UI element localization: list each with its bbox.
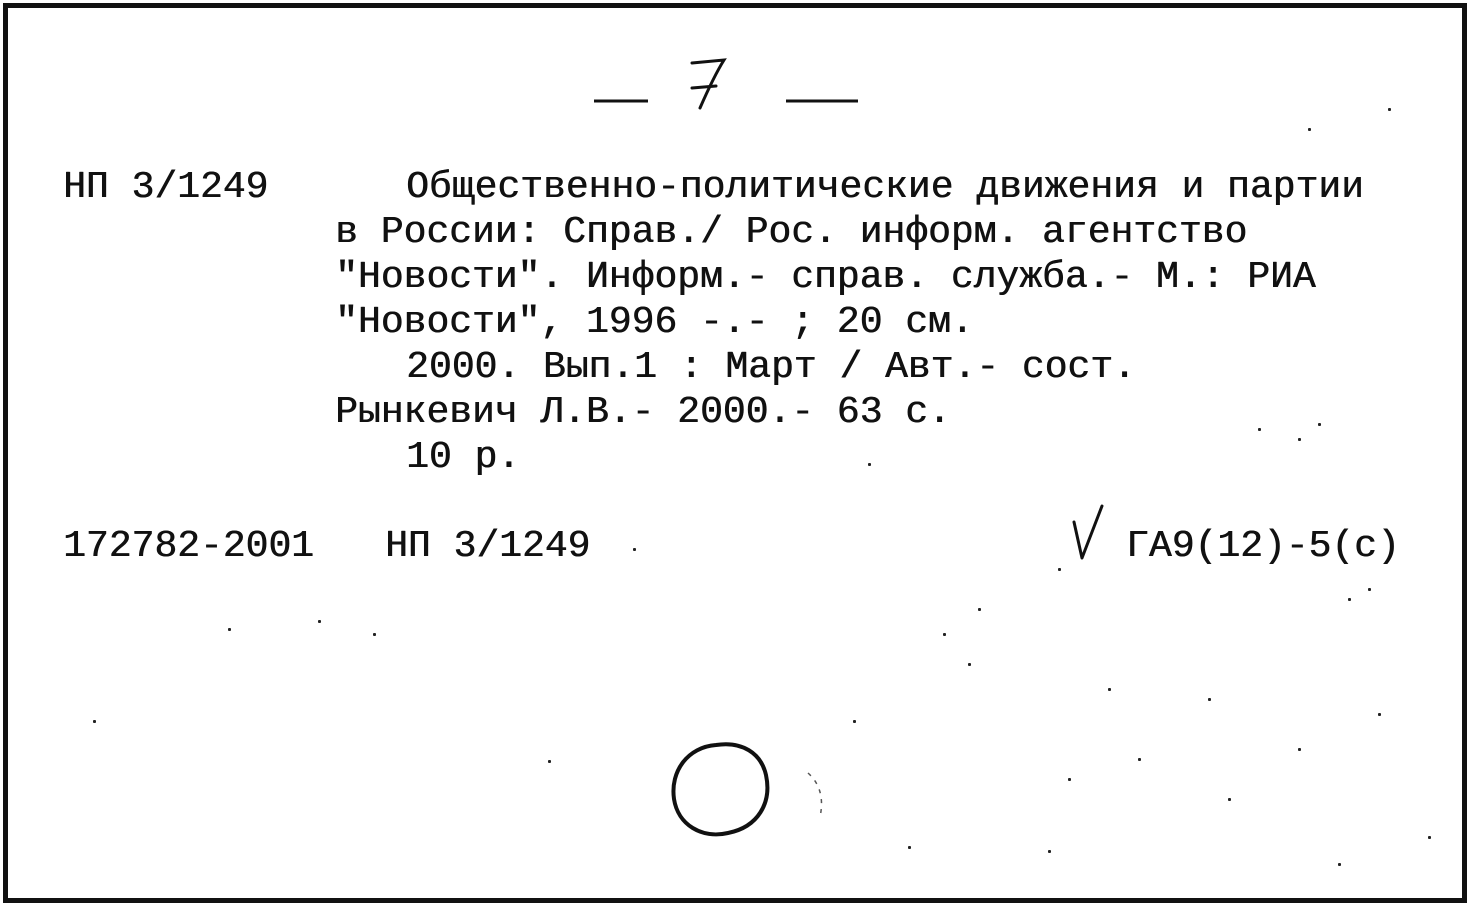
- record-line: "Новости". Информ.- справ. служба.- М.: РИА: [335, 256, 1316, 299]
- dust-speck: [633, 548, 636, 551]
- issue-line: 2000. Вып.1 : Март / Авт.- сост.: [406, 346, 1136, 389]
- price: 10 р.: [406, 436, 521, 479]
- issue-author: Рынкевич Л.В.- 2000.- 63 с.: [335, 391, 951, 434]
- dust-speck: [853, 720, 856, 723]
- dust-speck: [1228, 798, 1231, 801]
- dust-speck: [1308, 128, 1311, 131]
- punch-hole-outline: [658, 733, 848, 843]
- classification-code: ГА9(12)-5(с): [1126, 525, 1400, 568]
- dust-speck: [228, 628, 231, 631]
- dust-speck: [1058, 568, 1061, 571]
- dust-speck: [1338, 863, 1341, 866]
- accession-number: 172782-2001: [63, 525, 314, 568]
- call-number: НП 3/1249: [63, 166, 269, 209]
- dust-speck: [1368, 588, 1371, 591]
- handwritten-page-number: [588, 46, 878, 118]
- dust-speck: [1388, 108, 1391, 111]
- dust-speck: [1048, 850, 1051, 853]
- dust-speck: [1068, 778, 1071, 781]
- footer-call-number: НП 3/1249: [385, 525, 591, 568]
- dust-speck: [1298, 438, 1301, 441]
- dust-speck: [1108, 688, 1111, 691]
- dust-speck: [908, 846, 911, 849]
- dust-speck: [968, 663, 971, 666]
- dust-speck: [318, 620, 321, 623]
- catalog-card: [3, 3, 1467, 903]
- dust-speck: [1428, 836, 1431, 839]
- dust-speck: [93, 720, 96, 723]
- record-line: "Новости", 1996 -.- ; 20 см.: [335, 301, 974, 344]
- dust-speck: [868, 463, 871, 466]
- check-mark-icon: [1068, 500, 1118, 568]
- dust-speck: [373, 633, 376, 636]
- dust-speck: [1258, 428, 1261, 431]
- dust-speck: [1138, 758, 1141, 761]
- dust-speck: [1298, 748, 1301, 751]
- dust-speck: [548, 760, 551, 763]
- dust-speck: [1378, 713, 1381, 716]
- dust-speck: [978, 608, 981, 611]
- record-title: Общественно-политические движения и партии: [406, 166, 1364, 209]
- dust-speck: [943, 633, 946, 636]
- record-line: в России: Справ./ Рос. информ. агентство: [335, 211, 1248, 254]
- dust-speck: [1318, 423, 1321, 426]
- dust-speck: [1348, 598, 1351, 601]
- dust-speck: [1208, 698, 1211, 701]
